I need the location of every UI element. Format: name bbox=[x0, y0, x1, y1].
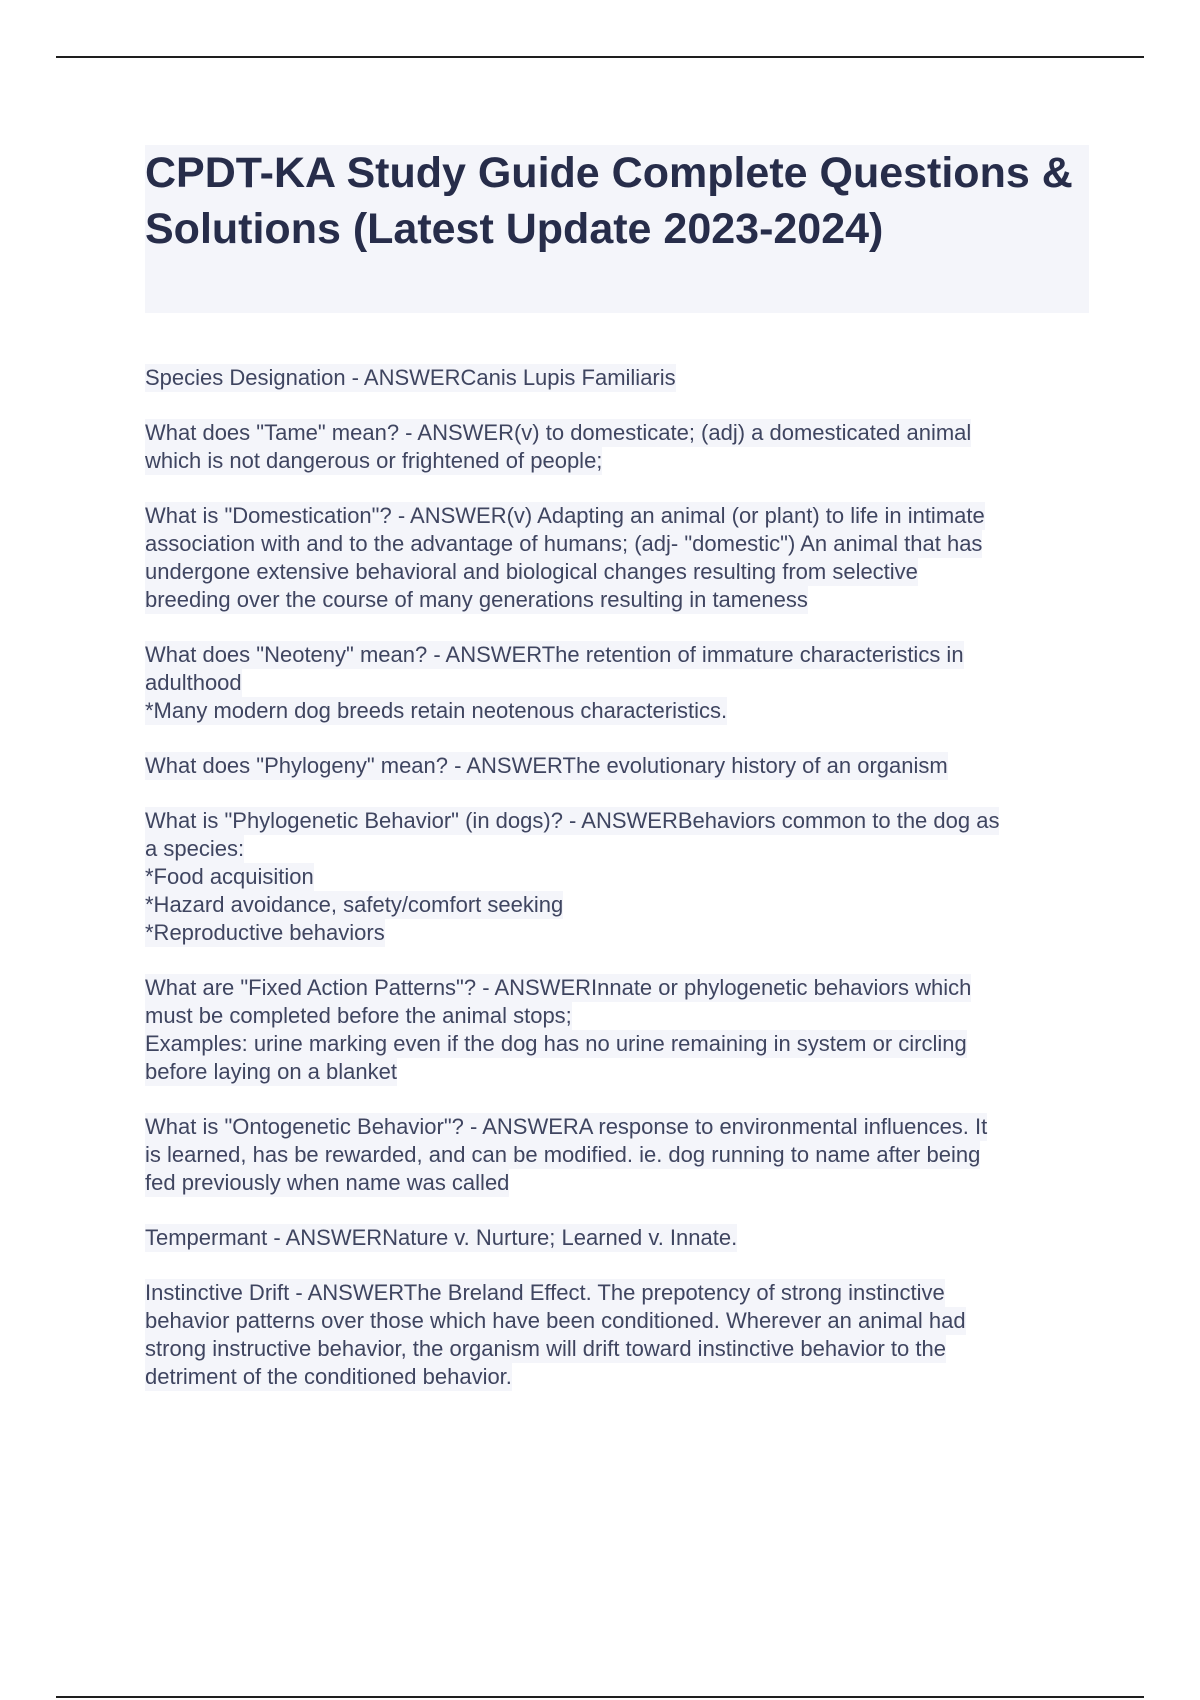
qa-line: detriment of the conditioned behavior. bbox=[145, 1364, 512, 1389]
qa-line-wrap bbox=[145, 919, 1090, 947]
qa-line: Species Designation - ANSWERCanis Lupis Familiaris bbox=[145, 365, 676, 390]
qa-line-wrap bbox=[145, 364, 1090, 392]
qa-list bbox=[145, 364, 1090, 1418]
qa-line: association with and to the advantage of humans; (adj- "domestic") An animal that has bbox=[145, 531, 983, 556]
qa-line-wrap bbox=[145, 1113, 1090, 1141]
qa-line-wrap bbox=[145, 1141, 1090, 1169]
qa-line-wrap bbox=[145, 1030, 1090, 1058]
bottom-rule bbox=[56, 1696, 1144, 1698]
qa-line-wrap bbox=[145, 419, 1090, 447]
qa-entry bbox=[145, 974, 1090, 1086]
qa-line-wrap bbox=[145, 835, 1090, 863]
qa-line-wrap bbox=[145, 1169, 1090, 1197]
qa-line: which is not dangerous or frightened of people; bbox=[145, 448, 603, 473]
qa-line-wrap bbox=[145, 1279, 1090, 1307]
qa-line: behavior patterns over those which have been conditioned. Wherever an animal had bbox=[145, 1308, 966, 1333]
qa-line: a species: bbox=[145, 836, 245, 861]
qa-line-wrap bbox=[145, 669, 1090, 697]
qa-line-wrap bbox=[145, 1002, 1090, 1030]
qa-line-wrap bbox=[145, 807, 1090, 835]
qa-line: *Many modern dog breeds retain neotenous characteristics. bbox=[145, 698, 728, 723]
qa-line: Tempermant - ANSWERNature v. Nurture; Learned v. Innate. bbox=[145, 1225, 738, 1250]
qa-line-wrap bbox=[145, 641, 1090, 669]
title-block bbox=[145, 145, 1089, 313]
top-rule bbox=[56, 56, 1144, 58]
qa-entry bbox=[145, 1279, 1090, 1391]
qa-line-wrap bbox=[145, 752, 1090, 780]
qa-line: breeding over the course of many generations resulting in tameness bbox=[145, 587, 808, 612]
qa-line: Examples: urine marking even if the dog has no urine remaining in system or circling bbox=[145, 1031, 967, 1056]
qa-entry bbox=[145, 752, 1090, 780]
qa-line-wrap bbox=[145, 530, 1090, 558]
qa-entry bbox=[145, 807, 1090, 947]
qa-line-wrap bbox=[145, 1363, 1090, 1391]
qa-line-wrap bbox=[145, 447, 1090, 475]
qa-line: adulthood bbox=[145, 670, 242, 695]
qa-entry bbox=[145, 502, 1090, 614]
qa-line: strong instructive behavior, the organism will drift toward instinctive behavior to the bbox=[145, 1336, 946, 1361]
qa-line-wrap bbox=[145, 697, 1090, 725]
qa-entry bbox=[145, 1224, 1090, 1252]
qa-line-wrap bbox=[145, 1224, 1090, 1252]
qa-line-wrap bbox=[145, 586, 1090, 614]
qa-line: is learned, has be rewarded, and can be modified. ie. dog running to name after being bbox=[145, 1142, 981, 1167]
qa-line: *Reproductive behaviors bbox=[145, 920, 385, 945]
qa-line: What is "Ontogenetic Behavior"? - ANSWERA response to environmental influences. It bbox=[145, 1114, 988, 1139]
qa-line: What is "Phylogenetic Behavior" (in dogs)? - ANSWERBehaviors common to the dog as bbox=[145, 808, 1000, 833]
qa-entry bbox=[145, 419, 1090, 475]
qa-line: before laying on a blanket bbox=[145, 1059, 397, 1084]
qa-line-wrap bbox=[145, 863, 1090, 891]
qa-line: Instinctive Drift - ANSWERThe Breland Effect. The prepotency of strong instinctive bbox=[145, 1280, 945, 1305]
qa-line-wrap bbox=[145, 558, 1090, 586]
qa-line: fed previously when name was called bbox=[145, 1170, 510, 1195]
qa-entry bbox=[145, 641, 1090, 725]
qa-line-wrap bbox=[145, 974, 1090, 1002]
qa-line-wrap bbox=[145, 1058, 1090, 1086]
qa-line-wrap bbox=[145, 1335, 1090, 1363]
qa-line: What does "Tame" mean? - ANSWER(v) to domesticate; (adj) a domesticated animal bbox=[145, 420, 972, 445]
qa-line: What is "Domestication"? - ANSWER(v) Adapting an animal (or plant) to life in intimate bbox=[145, 503, 985, 528]
qa-line: What does "Phylogeny" mean? - ANSWERThe evolutionary history of an organism bbox=[145, 753, 948, 778]
qa-line: must be completed before the animal stops; bbox=[145, 1003, 572, 1028]
qa-line-wrap bbox=[145, 502, 1090, 530]
qa-line: What does "Neoteny" mean? - ANSWERThe retention of immature characteristics in bbox=[145, 642, 964, 667]
qa-line-wrap bbox=[145, 1307, 1090, 1335]
qa-line: *Hazard avoidance, safety/comfort seeking bbox=[145, 892, 564, 917]
qa-entry bbox=[145, 364, 1090, 392]
qa-line: What are "Fixed Action Patterns"? - ANSWERInnate or phylogenetic behaviors which bbox=[145, 975, 972, 1000]
qa-line: *Food acquisition bbox=[145, 864, 314, 889]
qa-line-wrap bbox=[145, 891, 1090, 919]
qa-entry bbox=[145, 1113, 1090, 1197]
document-title: CPDT-KA Study Guide Complete Questions & Solutions (Latest Update 2023-2024) bbox=[145, 149, 1073, 253]
qa-line: undergone extensive behavioral and biological changes resulting from selective bbox=[145, 559, 918, 584]
